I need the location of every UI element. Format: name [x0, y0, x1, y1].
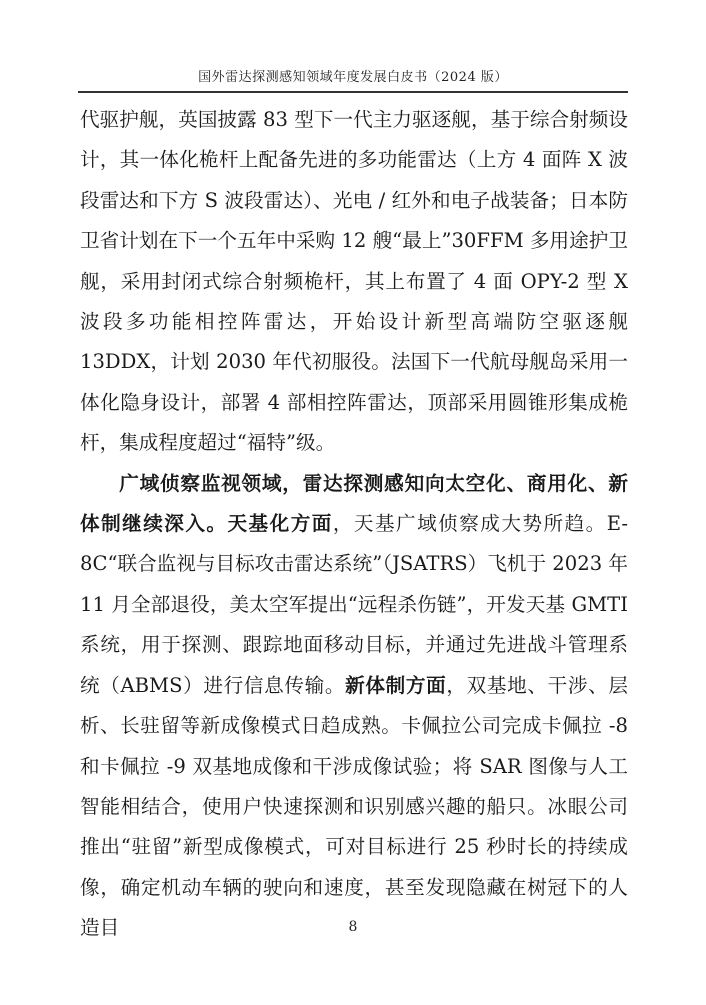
running-header: 国外雷达探测感知领域年度发展白皮书（2024 版）: [78, 66, 628, 92]
body-text: [80, 100, 628, 949]
paragraph-2: [80, 464, 628, 949]
sub1-lead: 天基化方面: [227, 512, 333, 536]
sub2-text: ，双基地、干涉、层析、长驻留等新成像模式日趋成熟。卡佩拉公司完成卡佩拉 -8 和卡佩拉 -9 双基地成像和干涉成像试验；将 SAR 图像与人工智能相结合，使用户快速探测和识别感兴趣的船只。冰眼公司推出“驻留”新型成像模式，可对目标进行 25 秒时长的持续成像，确定机动车辆的驶向和速度，甚至发现隐藏在树冠下的人造目: [80, 673, 628, 940]
paragraph-2-lead: 广域侦察监视领域，雷达探测感知向太空化、商用化、新体制继续深入。: [80, 471, 628, 536]
sub1-text: ，天基广域侦察成大势所趋。E-8C“联合监视与目标攻击雷达系统”（JSATRS）飞机于 2023 年 11 月全部退役，美太空军提出“远程杀伤链”，开发天基 GMTI 系统，用于探测、跟踪地面移动目标，并通过先进战斗管理系统（ABMS）进行信息传输。: [80, 512, 629, 697]
paragraph-1: 代驱护舰，英国披露 83 型下一代主力驱逐舰，基于综合射频设计，其一体化桅杆上配备先进的多功能雷达（上方 4 面阵 X 波段雷达和下方 S 波段雷达）、光电 / 红外和电子战装备；日本防卫省计划在下一个五年中采购 12 艘“最上”30FFM 多用途护卫舰，采用封闭式综合射频桅杆，其上布置了 4 面 OPY-2 型 X 波段多功能相控阵雷达，开始设计新型高端防空驱逐舰 13DDX，计划 2030 年代初服役。法国下一代航母舰岛采用一体化隐身设计，部署 4 部相控阵雷达，顶部采用圆锥形集成桅杆，集成程度超过“福特”级。: [80, 108, 628, 455]
header-rule: [78, 92, 628, 93]
page-number: 8: [348, 919, 358, 935]
sub2-lead: 新体制方面: [345, 673, 447, 697]
